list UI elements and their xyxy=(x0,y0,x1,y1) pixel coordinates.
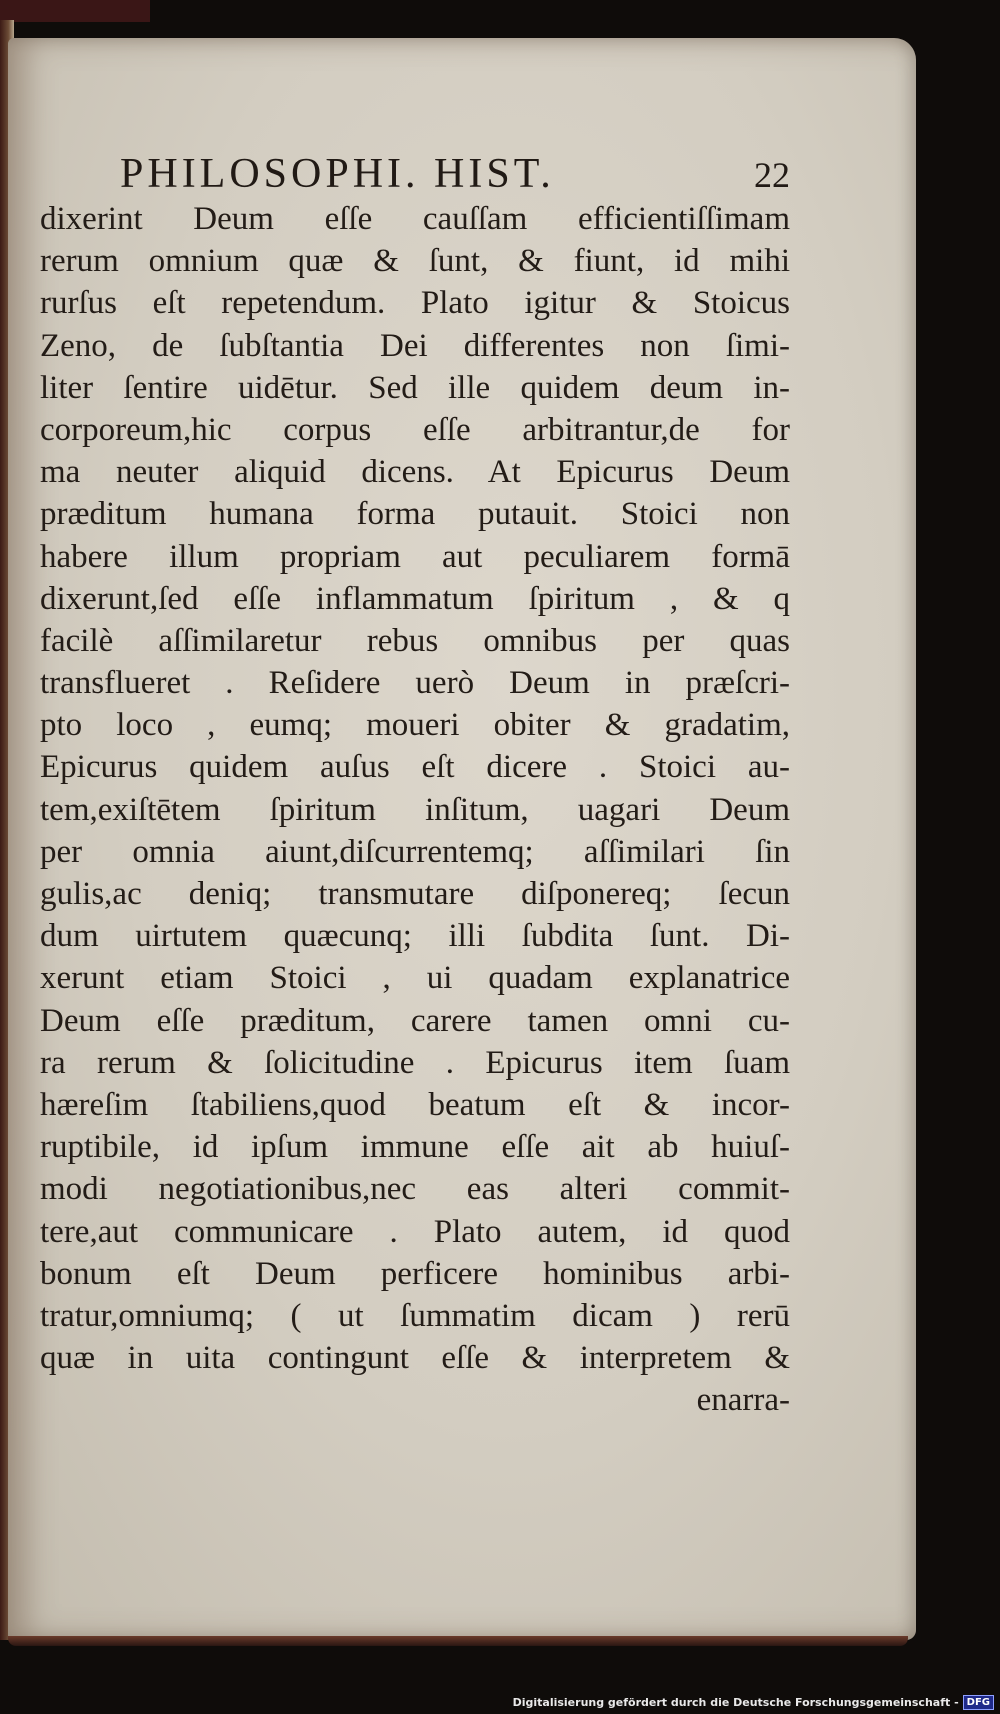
text-line: dum uirtutem quæcunq; illi ſubdita ſunt. Di- xyxy=(40,918,790,955)
page-number: 22 xyxy=(754,155,790,195)
text-line: ma neuter aliquid dicens. At Epicurus Deum xyxy=(40,454,790,491)
text-line: dixerint Deum eſſe cauſſam efficientiſſimam xyxy=(40,201,790,237)
text-line: hæreſim ſtabiliens,quod beatum eſt & incor- xyxy=(40,1086,790,1123)
text-line: tem,exiſtētem ſpiritum inſitum, uagari Deum xyxy=(40,791,790,828)
page-header xyxy=(120,150,790,200)
text-line: corporeum,hic corpus eſſe arbitrantur,de for xyxy=(40,411,790,448)
text-line: xerunt etiam Stoici , ui quadam explanatrice xyxy=(40,960,790,997)
text-line: tratur,omniumq; ( ut ſummatim dicam ) rerū xyxy=(40,1297,790,1334)
funding-credit: Digitalisierung gefördert durch die Deutsche Forschungsgemeinschaft - xyxy=(512,1695,959,1709)
text-line: ruptibile, id ipſum immune eſſe ait ab huiuſ- xyxy=(40,1129,790,1166)
text-line: habere illum propriam aut peculiarem formā xyxy=(40,538,790,575)
page-bottom-edge xyxy=(8,1636,908,1646)
text-line: modi negotiationibus,nec eas alteri commit- xyxy=(40,1171,790,1208)
body-text xyxy=(40,198,790,1421)
catchword: enarra- xyxy=(696,1382,790,1419)
text-line: præditum humana forma putauit. Stoici non xyxy=(40,496,790,533)
text-line: per omnia aiunt,diſcurrentemq; aſſimilari ſin xyxy=(40,833,790,870)
text-line: transflueret . Reſidere uerò Deum in præſcri- xyxy=(40,665,790,702)
text-line: dixerunt,ſed eſſe inflammatum ſpiritum , & q xyxy=(40,580,790,617)
dfg-logo-icon: DFG xyxy=(963,1695,994,1710)
text-line: bonum eſt Deum perficere hominibus arbi- xyxy=(40,1255,790,1292)
text-line: Epicurus quidem auſus eſt dicere . Stoici au- xyxy=(40,749,790,786)
text-line: pto loco , eumq; moueri obiter & gradatim, xyxy=(40,707,790,744)
text-line: gulis,ac deniq; transmutare diſponereq; ſecun xyxy=(40,876,790,912)
text-line: Deum eſſe præditum, carere tamen omni cu- xyxy=(40,1002,790,1039)
text-line: quæ in uita contingunt eſſe & interpretem & xyxy=(40,1340,790,1377)
text-line: ra rerum & ſolicitudine . Epicurus item ſuam xyxy=(40,1044,790,1081)
text-line: liter ſentire uidētur. Sed ille quidem deum in- xyxy=(40,369,790,406)
book-cover-edge xyxy=(0,0,150,22)
text-line: facilè aſſimilaretur rebus omnibus per quas xyxy=(40,622,790,659)
text-line: rerum omnium quæ & ſunt, & fiunt, id mihi xyxy=(40,243,790,280)
footer xyxy=(513,1692,994,1712)
text-line: tere,aut communicare . Plato autem, id quod xyxy=(40,1213,790,1250)
text-line: Zeno, de ſubſtantia Dei differentes non ſimi- xyxy=(40,327,790,364)
running-title: PHILOSOPHI. HIST. xyxy=(120,151,555,197)
text-line: rurſus eſt repetendum. Plato igitur & Stoicus xyxy=(40,285,790,322)
